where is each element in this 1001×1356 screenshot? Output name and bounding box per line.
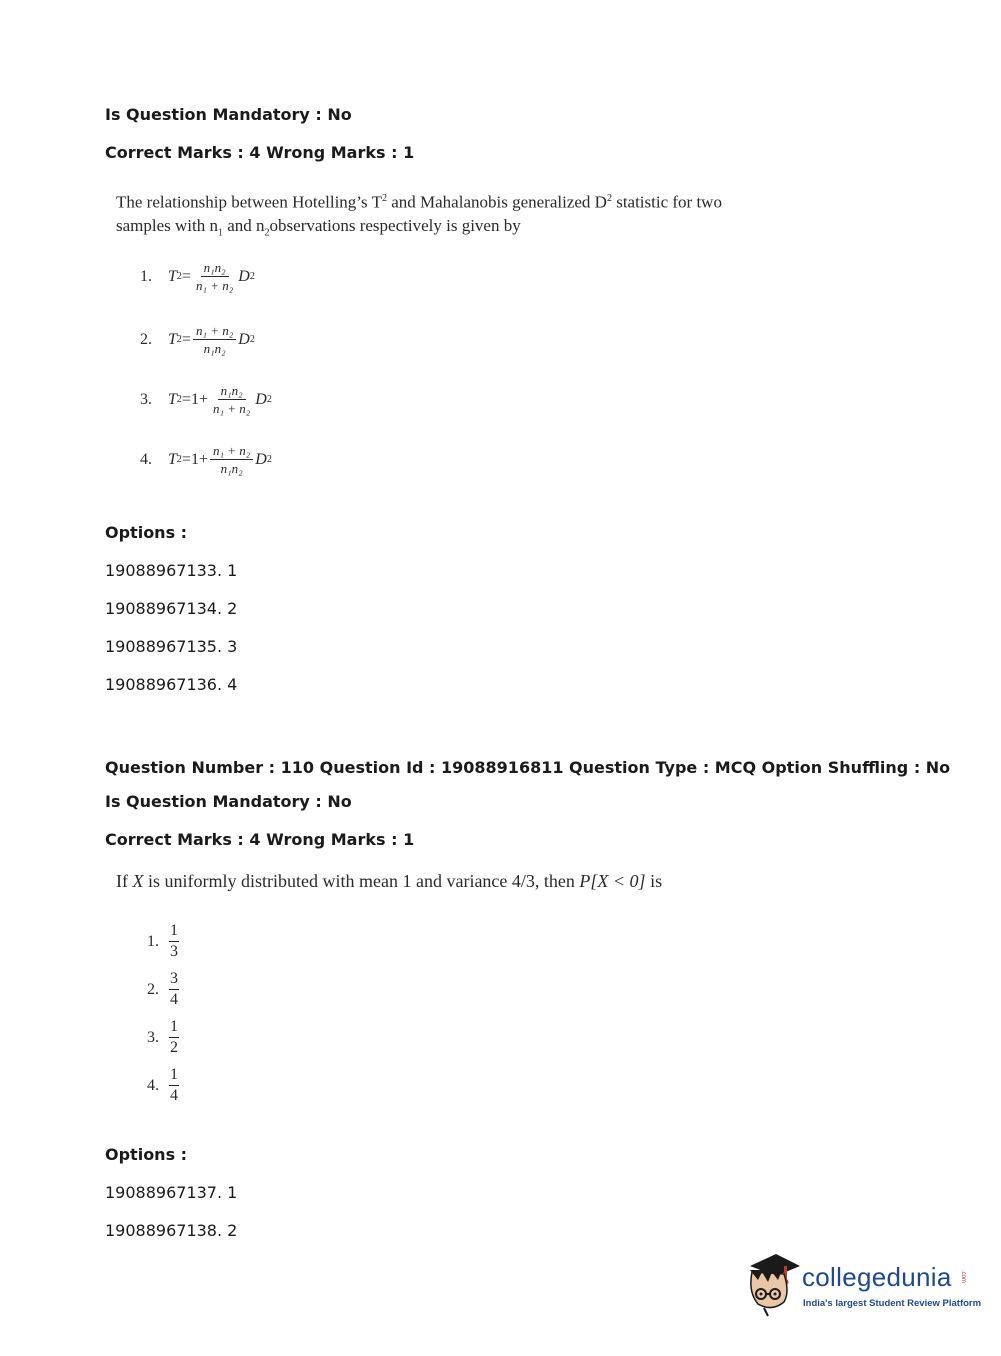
q2-choice-4-fraction: 1 4 bbox=[170, 1066, 178, 1104]
q2-marks: Correct Marks : 4 Wrong Marks : 1 bbox=[105, 830, 415, 849]
q1-statement bbox=[116, 187, 722, 244]
q1-statement-line1: The relationship between Hotelling’s $T^2$ and Mahalanobis generalized $D^2$ statistic for two bbox=[116, 192, 722, 212]
logo-wordmark: collegedunia bbox=[802, 1262, 952, 1292]
q1-choice-1: 1. T 2 = $\frac{\text{n₁n₂}}{\text{n₁ + n₂}}$ D 2 bbox=[140, 260, 255, 293]
q2-choice-1-fraction: 1 3 bbox=[170, 922, 178, 960]
q1-choice-4: 4. T 2 = 1+ $\frac{\text{n₁ + n₂}}{\text{n₁n₂}}$ D 2 bbox=[140, 443, 272, 476]
q2-choice-4: 4. 1 4 bbox=[147, 1066, 178, 1104]
logo-tagline: India's largest Student Review Platform bbox=[803, 1298, 982, 1309]
q1-marks: Correct Marks : 4 Wrong Marks : 1 bbox=[105, 143, 415, 162]
q2-choice-3: 3. 1 2 bbox=[147, 1018, 178, 1056]
q1-option-4: 19088967136. 4 bbox=[105, 675, 238, 694]
collegedunia-logo bbox=[744, 1252, 982, 1318]
q2-choice-2-fraction: 3 4 bbox=[170, 970, 178, 1008]
q2-option-1: 19088967137. 1 bbox=[105, 1183, 238, 1202]
q2-header: Question Number : 110 Question Id : 19088916811 Question Type : MCQ Option Shuffling : No bbox=[105, 758, 951, 777]
q2-options-label: Options : bbox=[105, 1145, 188, 1164]
q1-choice-3: 3. T 2 = 1+ $\frac{\text{n₁n₂}}{\text{n₁ + n₂}}$ D 2 bbox=[140, 383, 272, 416]
q1-choice-2: 2. T 2 = $\frac{\text{n₁ + n₂}}{\text{n₁n₂}}$ D 2 bbox=[140, 323, 255, 356]
q2-option-2: 19088967138. 2 bbox=[105, 1221, 238, 1240]
q1-mandatory: Is Question Mandatory : No bbox=[105, 105, 352, 124]
q1-choice-2-fraction: $\frac{\text{n₁ + n₂}}{\text{n₁n₂}}$ bbox=[193, 323, 236, 356]
q1-choice-4-fraction: $\frac{\text{n₁ + n₂}}{\text{n₁n₂}}$ bbox=[210, 443, 253, 476]
q2-mandatory: Is Question Mandatory : No bbox=[105, 792, 352, 811]
q1-statement-line2: samples with $n_1$ and $n_2observations$ respectively is given by bbox=[116, 215, 521, 239]
q1-options-label: Options : bbox=[105, 523, 188, 542]
q2-choice-1: 1. 1 3 bbox=[147, 922, 178, 960]
q1-option-3: 19088967135. 3 bbox=[105, 637, 238, 656]
q1-choice-3-fraction: $\frac{\text{n₁n₂}}{\text{n₁ + n₂}}$ bbox=[212, 383, 251, 416]
q1-option-1: 19088967133. 1 bbox=[105, 561, 238, 580]
q1-choice-1-fraction: $\frac{\text{n₁n₂}}{\text{n₁ + n₂}}$ bbox=[195, 260, 234, 293]
logo-com: .com bbox=[960, 1270, 966, 1284]
q1-option-2: 19088967134. 2 bbox=[105, 599, 238, 618]
q2-choice-2: 2. 3 4 bbox=[147, 970, 178, 1008]
q2-choice-3-fraction: 1 2 bbox=[170, 1018, 178, 1056]
mascot-icon bbox=[744, 1252, 804, 1318]
q2-statement: If X is uniformly distributed with mean 1 and variance 4/3, then P[X < 0] is bbox=[116, 871, 663, 891]
